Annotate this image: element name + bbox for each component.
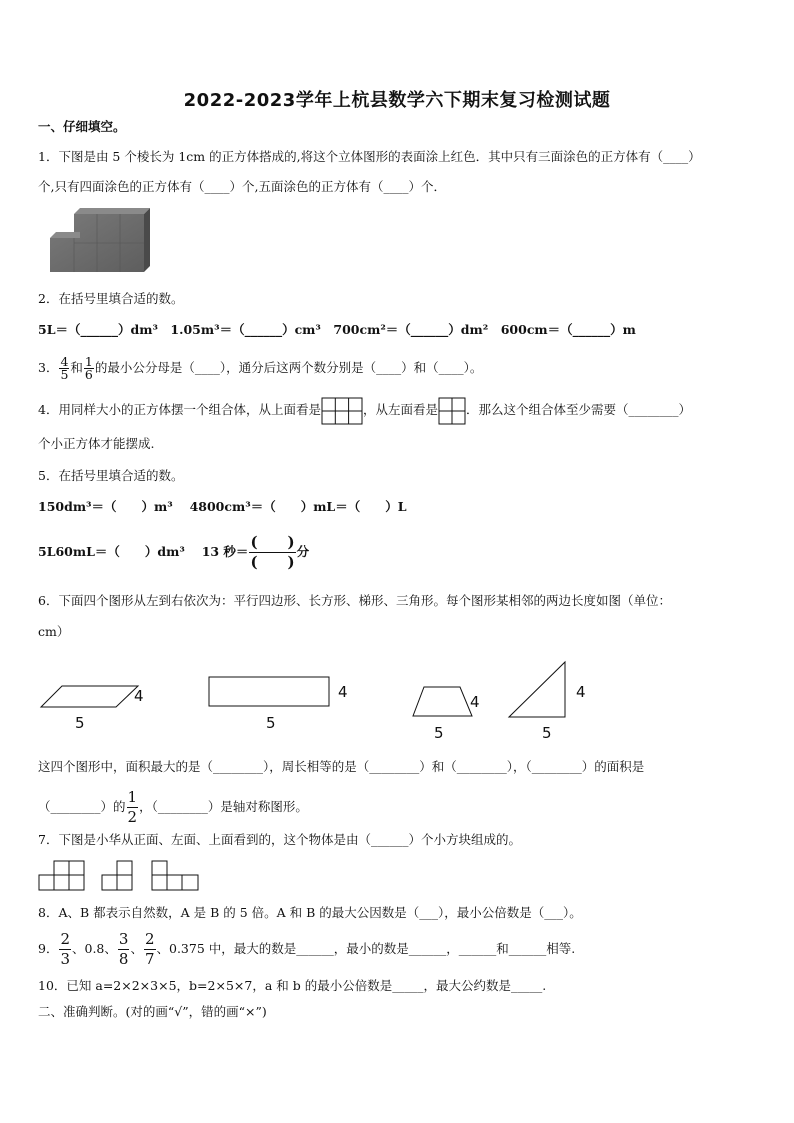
q10-line1: 10．已知 a=2×2×3×5，b=2×5×7，a 和 b 的最小公倍数是_____，最大公约数是_____. xyxy=(38,978,547,993)
section-2-heading: 二、准确判断。(对的画“√”，错的画“×”) xyxy=(38,1004,267,1019)
q6-triangle xyxy=(508,661,568,719)
q6-line2: cm） xyxy=(38,624,70,639)
q5-fraction xyxy=(249,533,295,572)
q5-denominator: ( ) xyxy=(250,553,295,571)
q6-denominator: 2 xyxy=(127,808,138,826)
q6-fraction xyxy=(127,788,139,827)
q3-fraction-2 xyxy=(84,356,94,381)
q1-line1: 1．下图是由 5 个棱长为 1cm 的正方体搭成的,将这个立体图形的表面涂上红色．其中只有三面涂色的正方体有（____） xyxy=(38,149,701,164)
q6-parallelogram-base: 5 xyxy=(75,714,85,732)
q4-left-view-icon xyxy=(438,397,466,425)
q6-trapezoid-side: 4 xyxy=(470,693,480,711)
q7-front-view-icon xyxy=(38,860,86,892)
q9-fraction-1 xyxy=(59,930,71,969)
q6-triangle-base: 5 xyxy=(542,724,552,742)
q6-trapezoid xyxy=(412,686,474,718)
q9-f3-denominator: 7 xyxy=(144,950,155,968)
q9-sep2: 、 xyxy=(130,941,143,956)
q6-trapezoid-base: 5 xyxy=(434,724,444,742)
q2-line2: 5L＝（______）dm³ 1.05m³＝（______）cm³ 700cm²＝（______）dm² 600cm＝（______）m xyxy=(38,322,636,337)
q5-numerator: ( ) xyxy=(250,533,295,551)
q5-line3a: 5L60mL＝（ ）dm³ 13 秒＝ xyxy=(38,544,249,559)
q6-parallelogram xyxy=(40,685,140,709)
q9-fraction-3 xyxy=(144,930,156,969)
q6-line4 xyxy=(38,788,760,827)
q3-f1-numerator: 4 xyxy=(60,354,69,369)
q9-sep1: 、0.8、 xyxy=(72,941,117,956)
q9-prefix: 9． xyxy=(38,941,59,956)
q3-and: 和 xyxy=(70,360,83,375)
q3-f1-denominator: 5 xyxy=(60,367,69,382)
q9-f2-denominator: 8 xyxy=(118,950,129,968)
q6-rectangle-length: 5 xyxy=(266,714,276,732)
q4-part2: ，从左面看是 xyxy=(362,402,438,417)
q6-line1: 6．下面四个图形从左到右依次为：平行四边形、长方形、梯形、三角形。每个图形某相邻的两边长度如图（单位： xyxy=(38,593,671,608)
q2-line1: 2．在括号里填合适的数。 xyxy=(38,291,184,306)
q4-part1: 4．用同样大小的正方体摆一个组合体，从上面看是 xyxy=(38,402,321,417)
q5-line1: 5．在括号里填合适的数。 xyxy=(38,468,184,483)
q6-parallelogram-side: 4 xyxy=(134,687,144,705)
q4-line1 xyxy=(38,396,760,425)
q5-line3b: 分 xyxy=(296,544,310,559)
q3-fraction-1 xyxy=(59,356,69,381)
q6-rectangle-width: 4 xyxy=(338,683,348,701)
q9-f3-numerator: 2 xyxy=(144,930,155,948)
q6-rectangle xyxy=(208,676,332,708)
q7-line1: 7．下图是小华从正面、左面、上面看到的，这个物体是由（______）个小方块组成的。 xyxy=(38,832,521,847)
q3 xyxy=(38,355,760,381)
q6-line3: 这四个图形中，面积最大的是（________），周长相等的是（________）和（________），（________）的面积是 xyxy=(38,759,645,774)
q3-prefix: 3． xyxy=(38,360,59,375)
q9-suffix: 、0.375 中，最大的数是______，最小的数是______，______和______相等. xyxy=(156,941,576,956)
q9 xyxy=(38,930,760,969)
q4-part3: ．那么这个组合体至少需要（________） xyxy=(465,402,691,417)
q9-f2-numerator: 3 xyxy=(118,930,129,948)
q3-f2-numerator: 1 xyxy=(84,354,93,369)
q9-f1-numerator: 2 xyxy=(60,930,70,948)
q3-suffix: 的最小公分母是（____），通分后这两个数分别是（____）和（____）。 xyxy=(94,360,483,375)
q6-triangle-height: 4 xyxy=(576,683,586,701)
q8-line1: 8．A、B 都表示自然数，A 是 B 的 5 倍。A 和 B 的最大公因数是（___），最小公倍数是（___）。 xyxy=(38,905,582,920)
q1-cube-figure xyxy=(44,208,152,280)
q1-line2: 个,只有四面涂色的正方体有（____）个,五面涂色的正方体有（____）个． xyxy=(38,179,446,194)
q7-top-view-icon xyxy=(151,860,201,892)
section-1-heading: 一、仔细填空。 xyxy=(38,119,126,134)
q6-numerator: 1 xyxy=(127,788,138,806)
q3-f2-denominator: 6 xyxy=(84,367,93,382)
q6-line4b: ，（________）是轴对称图形。 xyxy=(139,799,308,814)
q9-fraction-2 xyxy=(118,930,130,969)
q7-left-view-icon xyxy=(101,860,135,892)
q5-line2: 150dm³＝（ ）m³ 4800cm³＝（ ）mL＝（ ）L xyxy=(38,499,407,514)
q5-line3 xyxy=(38,530,760,574)
q9-f1-denominator: 3 xyxy=(60,950,70,968)
q6-line4a: （________）的 xyxy=(38,799,126,814)
page-title: 2022-2023学年上杭县数学六下期末复习检测试题 xyxy=(183,90,611,111)
q4-top-view-icon xyxy=(321,397,363,425)
q4-line2: 个小正方体才能摆成. xyxy=(38,436,155,451)
